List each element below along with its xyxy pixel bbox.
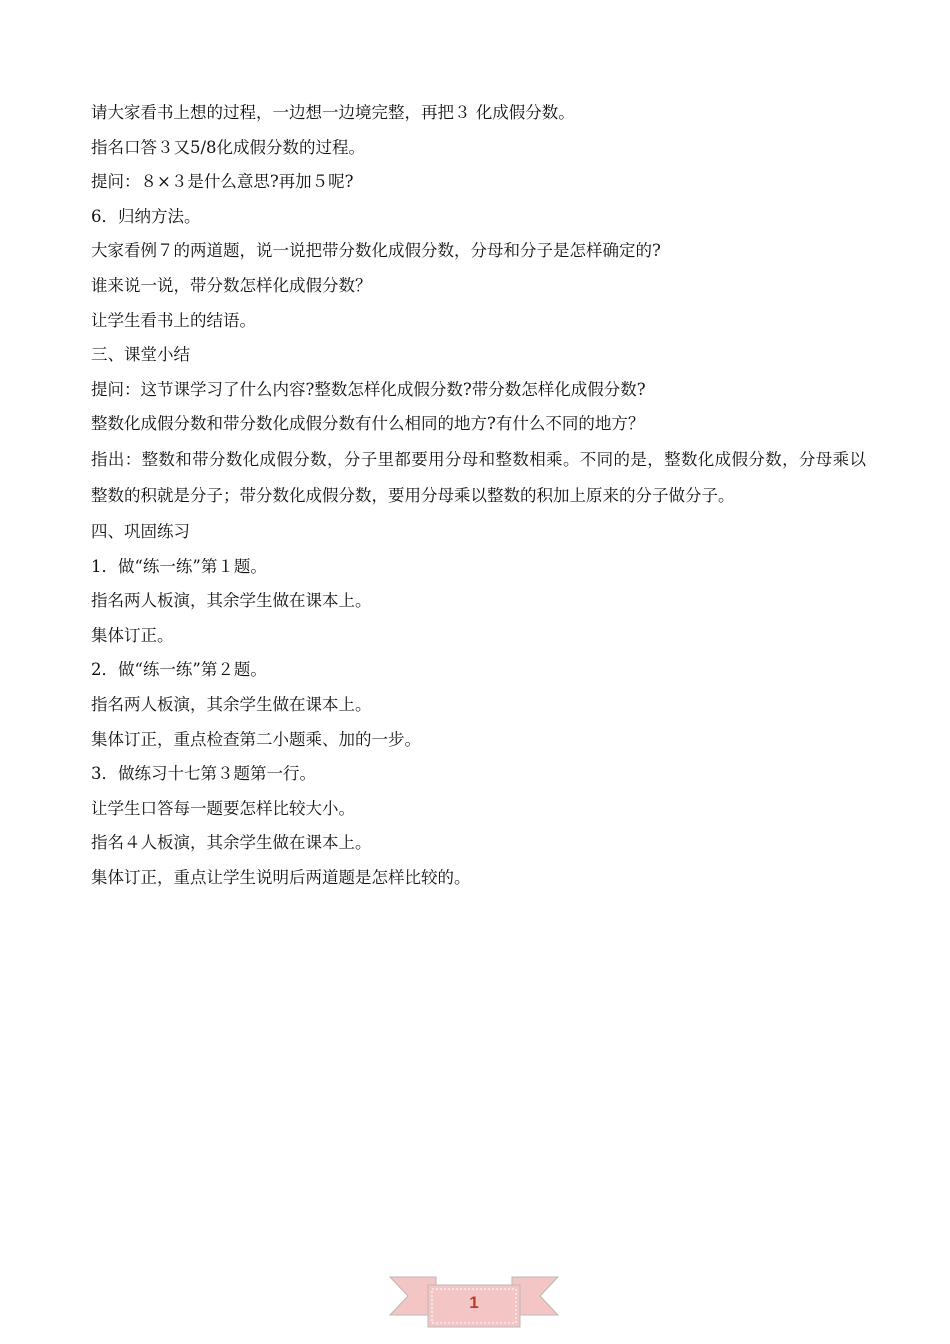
section-heading-summary: 三、课堂小结 (91, 345, 190, 365)
page-number: 1 (469, 1293, 479, 1312)
exercise-line-6: 集体订正，重点检查第二小题乘、加的一步。 (91, 729, 421, 749)
text-line-5: 大家看例７的两道题，说一说把带分数化成假分数，分母和分子是怎样确定的? (91, 241, 661, 261)
exercise-line-9: 指名４人板演，其余学生做在课本上。 (91, 833, 372, 853)
exercise-line-1: 1．做“练一练”第１题。 (91, 556, 267, 576)
summary-paragraph: 指出：整数和带分数化成假分数，分子里都要用分母和整数相乘。不同的是，整数化成假分数，分母乘以整数的积就是分子；带分数化成假分数，要用分母乘以整数的积加上原来的分子做分子。 (91, 449, 866, 506)
exercise-line-4: 2．做“练一练”第２题。 (91, 660, 267, 680)
exercise-line-5: 指名两人板演，其余学生做在课本上。 (91, 694, 372, 714)
text-line-3: 提问：８×３是什么意思?再加５呢? (91, 172, 354, 192)
exercise-line-3: 集体订正。 (91, 625, 174, 645)
exercise-line-10: 集体订正，重点让学生说明后两道题是怎样比较的。 (91, 867, 471, 887)
text-line-7: 让学生看书上的结语。 (91, 310, 256, 330)
exercise-line-8: 让学生口答每一题要怎样比较大小。 (91, 798, 355, 818)
page-number-badge (388, 1271, 560, 1337)
document-body (91, 96, 866, 895)
section-heading-practice: 四、巩固练习 (91, 521, 190, 541)
text-line-2: 指名口答３又5/8化成假分数的过程。 (91, 137, 366, 157)
exercise-line-7: 3．做练习十七第３题第一行。 (91, 764, 316, 784)
exercise-line-2: 指名两人板演，其余学生做在课本上。 (91, 591, 372, 611)
text-line-10: 整数化成假分数和带分数化成假分数有什么相同的地方?有什么不同的地方？ (91, 414, 645, 434)
text-line-6: 谁来说一说，带分数怎样化成假分数？ (91, 275, 372, 295)
text-line-1: 请大家看书上想的过程，一边想一边境完整，再把３ 化成假分数。 (91, 103, 575, 122)
text-line-9: 提问：这节课学习了什么内容?整数怎样化成假分数?带分数怎样化成假分数? (91, 379, 646, 399)
section-heading-6: 6．归纳方法。 (91, 206, 201, 226)
